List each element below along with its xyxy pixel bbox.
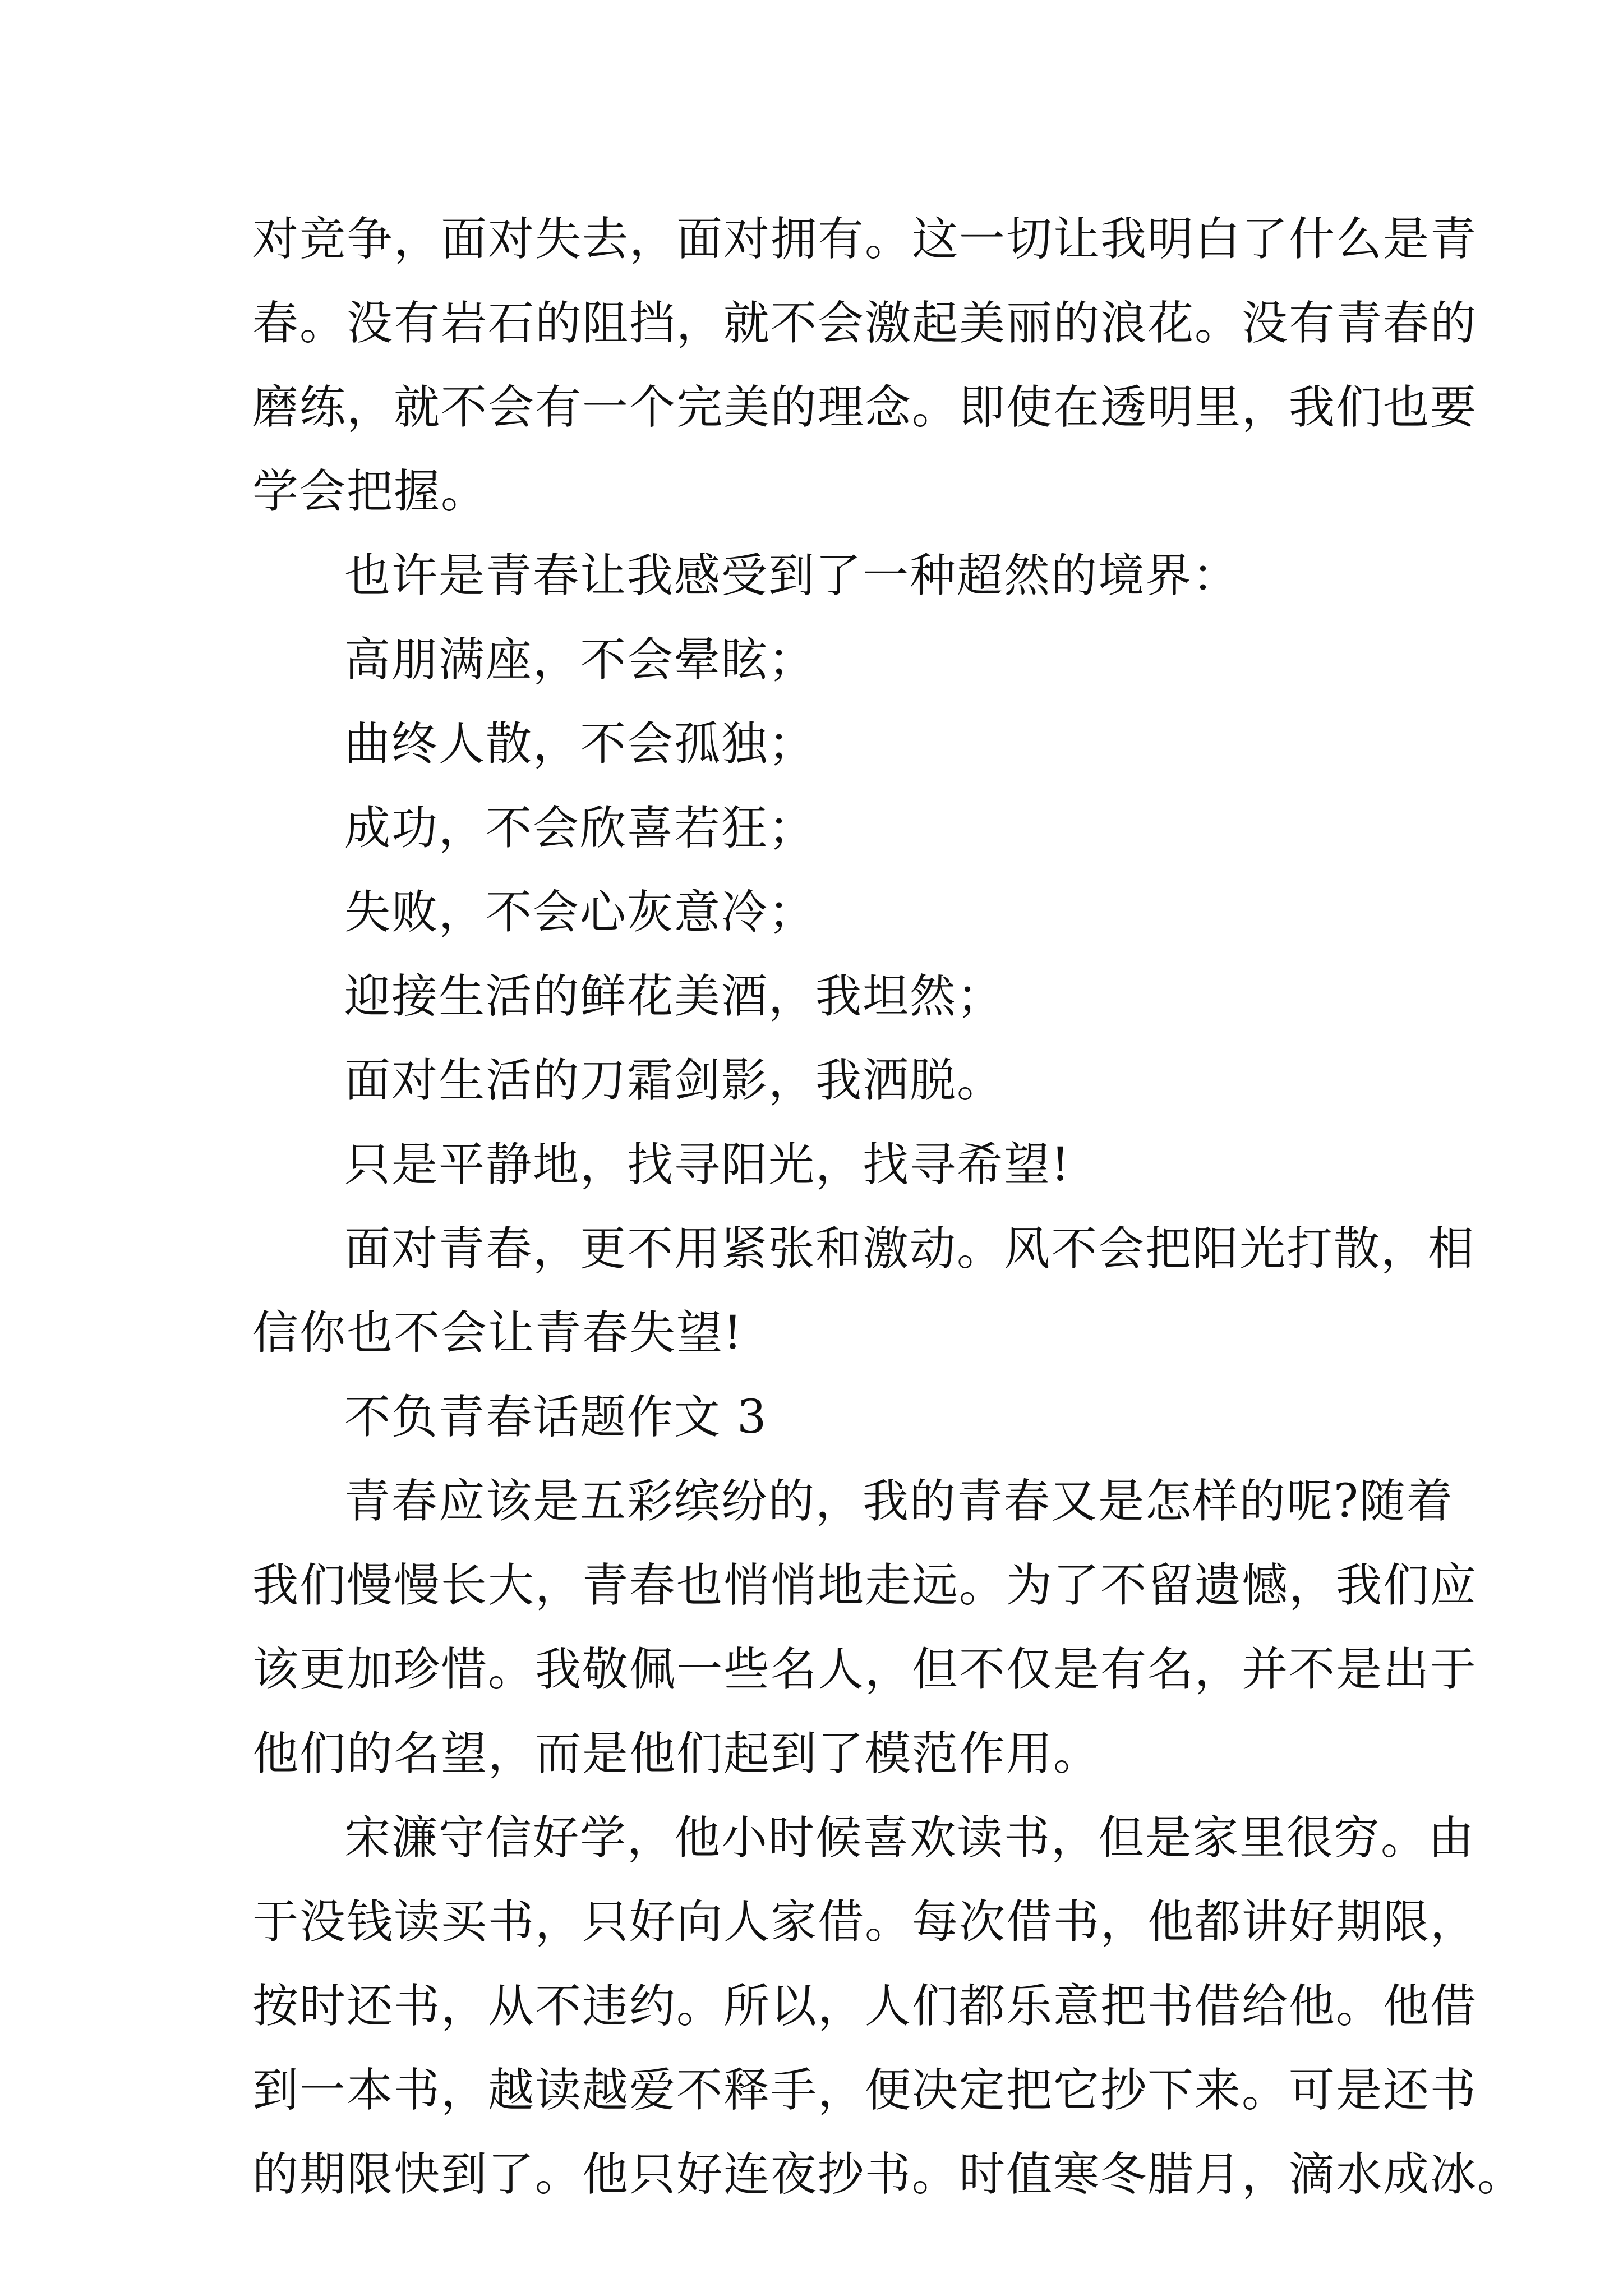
- text-line: 高朋满座，不会晕眩；: [344, 633, 816, 687]
- text-line: 青春应该是五彩缤纷的，我的青春又是怎样的呢?随着: [344, 1475, 1454, 1528]
- text-line: 迎接生活的鲜花美酒，我坦然；: [344, 970, 1004, 1023]
- text-line: 的期限快到了。他只好连夜抄书。时值寒冬腊月，滴水成冰。: [252, 2148, 1525, 2201]
- text-line: 我们慢慢长大，青春也悄悄地走远。为了不留遗憾，我们应: [252, 1559, 1478, 1612]
- text-line: 只是平静地，找寻阳光，找寻希望!: [344, 1138, 1071, 1191]
- text-line: 曲终人散，不会孤独；: [344, 717, 816, 771]
- text-line: 于没钱读买书，只好向人家借。每次借书，他都讲好期限，: [252, 1895, 1478, 1949]
- text-line: 按时还书，从不违约。所以，人们都乐意把书借给他。他借: [252, 1980, 1478, 2033]
- essay-body: [252, 197, 1525, 2217]
- text-line: 宋濂守信好学，他小时候喜欢读书，但是家里很穷。由: [344, 1811, 1476, 1865]
- text-line: 成功，不会欣喜若狂；: [344, 802, 816, 855]
- text-line: 他们的名望，而是他们起到了模范作用。: [252, 1727, 1101, 1780]
- section-heading: 不负青春话题作文 3: [344, 1391, 768, 1444]
- text-line: 面对青春，更不用紧张和激动。风不会把阳光打散，相: [344, 1222, 1476, 1276]
- text-line: 磨练，就不会有一个完美的理念。即使在透明里，我们也要: [252, 381, 1478, 434]
- text-line: 失败，不会心灰意冷；: [344, 886, 816, 939]
- text-line: 到一本书，越读越爱不释手，便决定把它抄下来。可是还书: [252, 2064, 1478, 2117]
- text-line: 也许是青春让我感受到了一种超然的境界：: [344, 549, 1240, 602]
- text-line: 春。没有岩石的阻挡，就不会激起美丽的浪花。没有青春的: [252, 297, 1478, 350]
- text-line: 面对生活的刀霜剑影，我洒脱。: [344, 1054, 1004, 1107]
- text-line: 学会把握。: [252, 465, 488, 518]
- text-line: 对竞争，面对失去，面对拥有。这一切让我明白了什么是青: [252, 213, 1478, 266]
- text-line: 信你也不会让青春失望!: [252, 1306, 743, 1360]
- text-line: 该更加珍惜。我敬佩一些名人，但不仅是有名，并不是出于: [252, 1643, 1478, 1696]
